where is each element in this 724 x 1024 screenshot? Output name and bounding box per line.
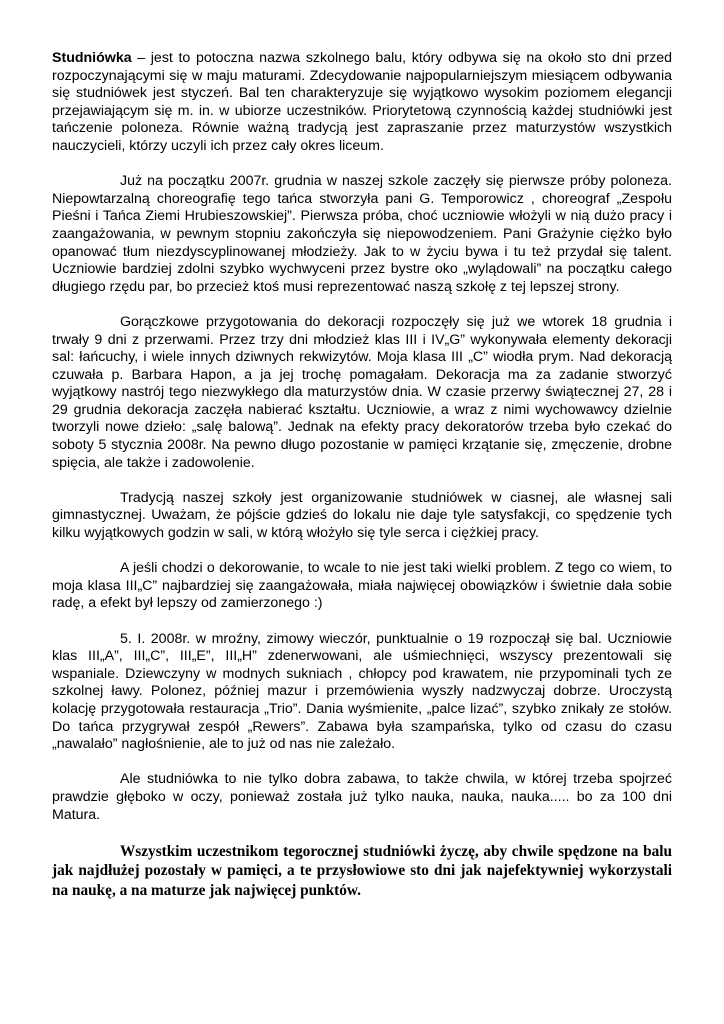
paragraph-ball-night: 5. I. 2008r. w mroźny, zimowy wieczór, punktualnie o 19 rozpoczął się bal. Uczniowie klas III„A”, III„C”, III„E”, III„H” zdenerwowani, ale uśmiechnięci, wszyscy prezentowali się wspaniale. Dziewczyny w modnych sukniach , chłopcy pod krawatem, nie przypominali tych ze szkolnej ławy. Polonez, później mazur i przemówienia wyszły nadzwyczaj dobrze. Uroczystą kolację przygotowała restauracja „Trio”. Dania wyśmienite, „palce lizać”, szybko znikały ze stołów. Do tańca przygrywał zespół „Rewers”. Zabawa była szampańska, tylko od czasu do czasu „nawalało” nagłośnienie, ale to już od nas nie zależało. bbox=[52, 630, 672, 753]
intro-text: – jest to potoczna nazwa szkolnego balu, który odbywa się na około sto dni przed rozpoczynającymi się w maju maturami. Zdecydowanie najpopularniejszym miesiącem odbywania się studniówek jest styczeń. Bal ten charakteryzuje się wyjątkowo wysokim poziomem elegancji przejawiającym się m. in. w ubiorze uczestników. Priorytetową czynnością każdej studniówki jest tańczenie poloneza. Równie ważną tradycją jest zapraszanie przez maturzystów wszystkich nauczycieli, którzy uczyli ich przez cały okres liceum. bbox=[52, 50, 672, 154]
intro-paragraph bbox=[52, 50, 672, 156]
paragraph-decoration-prep: Gorączkowe przygotowania do dekoracji rozpoczęły się już we wtorek 18 grudnia i trwały 9 dni z przerwami. Przez trzy dni młodzież klas III i IV„G” wykonywała elementy dekoracji sal: łańcuchy, i wiele innych dziwnych rekwizytów. Moja klasa III „C” wiodła prym. Nad dekoracją czuwała p. Barbara Hapon, a ja jej trochę pomagałam. Dekoracja ma za zadanie stworzyć wyjątkowy nastrój tego niezwykłego dla maturzystów dnia. W czasie przerwy świątecznej 27, 28 i 29 grudnia dekoracja zaczęła nabierać kształtu. Uczniowie, a wraz z nimi wychowawcy dzielnie tworzyli nowe dzieło: „salę balową”. Jednak na efekty pracy dekoratorów trzeba było czekać do soboty 5 stycznia 2008r. Na pewno długo pozostanie w pamięci krzątanie się, zmęczenie, drobne spięcia, ale także i zadowolenie. bbox=[52, 313, 672, 471]
intro-term: Studniówka bbox=[52, 50, 132, 66]
document-page bbox=[52, 50, 672, 918]
paragraph-polonez-rehearsals: Już na początku 2007r. grudnia w naszej szkole zaczęły się pierwsze próby poloneza. Niepowtarzalną choreografię tego tańca stworzyła pani G. Temporowicz , choreograf „Zespołu Pieśni i Tańca Ziemi Hrubieszowskiej”. Pierwsza próba, choć uczniowie włożyli w nią dużo pracy i zaangażowania, w pewnym stopniu zakończyła się niepowodzeniem. Pani Grażynie ciężko było opanować tłum niezdyscyplinowanej młodzieży. Jak to w życiu bywa i tu też przydał się talent. Uczniowie bardziej zdolni szybko wychwyceni przez bystre oko „wylądowali” na początku całego długiego rzędu par, bo przecież ktoś musi reprezentować naszą szkołę z tej lepszej strony. bbox=[52, 173, 672, 295]
closing-wishes: Wszystkim uczestnikom tegorocznej studniówki życzę, aby chwile spędzone na balu jak najdłużej pozostały w pamięci, a te przysłowiowe sto dni jak najefektywniej wykorzystali na naukę, a na maturze jak najwięcej punktów. bbox=[52, 842, 672, 899]
paragraph-decorating: A jeśli chodzi o dekorowanie, to wcale to nie jest taki wielki problem. Z tego co wiem, to moja klasa III„C” najbardziej się zaangażowała, miała najwięcej obowiązków i świetnie dała sobie radę, a efekt był lepszy od zamierzonego :) bbox=[52, 560, 672, 612]
paragraph-reflection: Ale studniówka to nie tylko dobra zabawa, to także chwila, w której trzeba spojrzeć prawdzie głęboko w oczy, ponieważ została już tylko nauka, nauka, nauka..... bo za 100 dni Matura. bbox=[52, 771, 672, 823]
paragraph-school-tradition: Tradycją naszej szkoły jest organizowanie studniówek w ciasnej, ale własnej sali gimnastycznej. Uważam, że pójście gdzieś do lokalu nie daje tyle satysfakcji, co spędzenie tych kilku wyjątkowych godzin w sali, w którą włożyło się tyle serca i ciężkiej pracy. bbox=[52, 489, 672, 542]
